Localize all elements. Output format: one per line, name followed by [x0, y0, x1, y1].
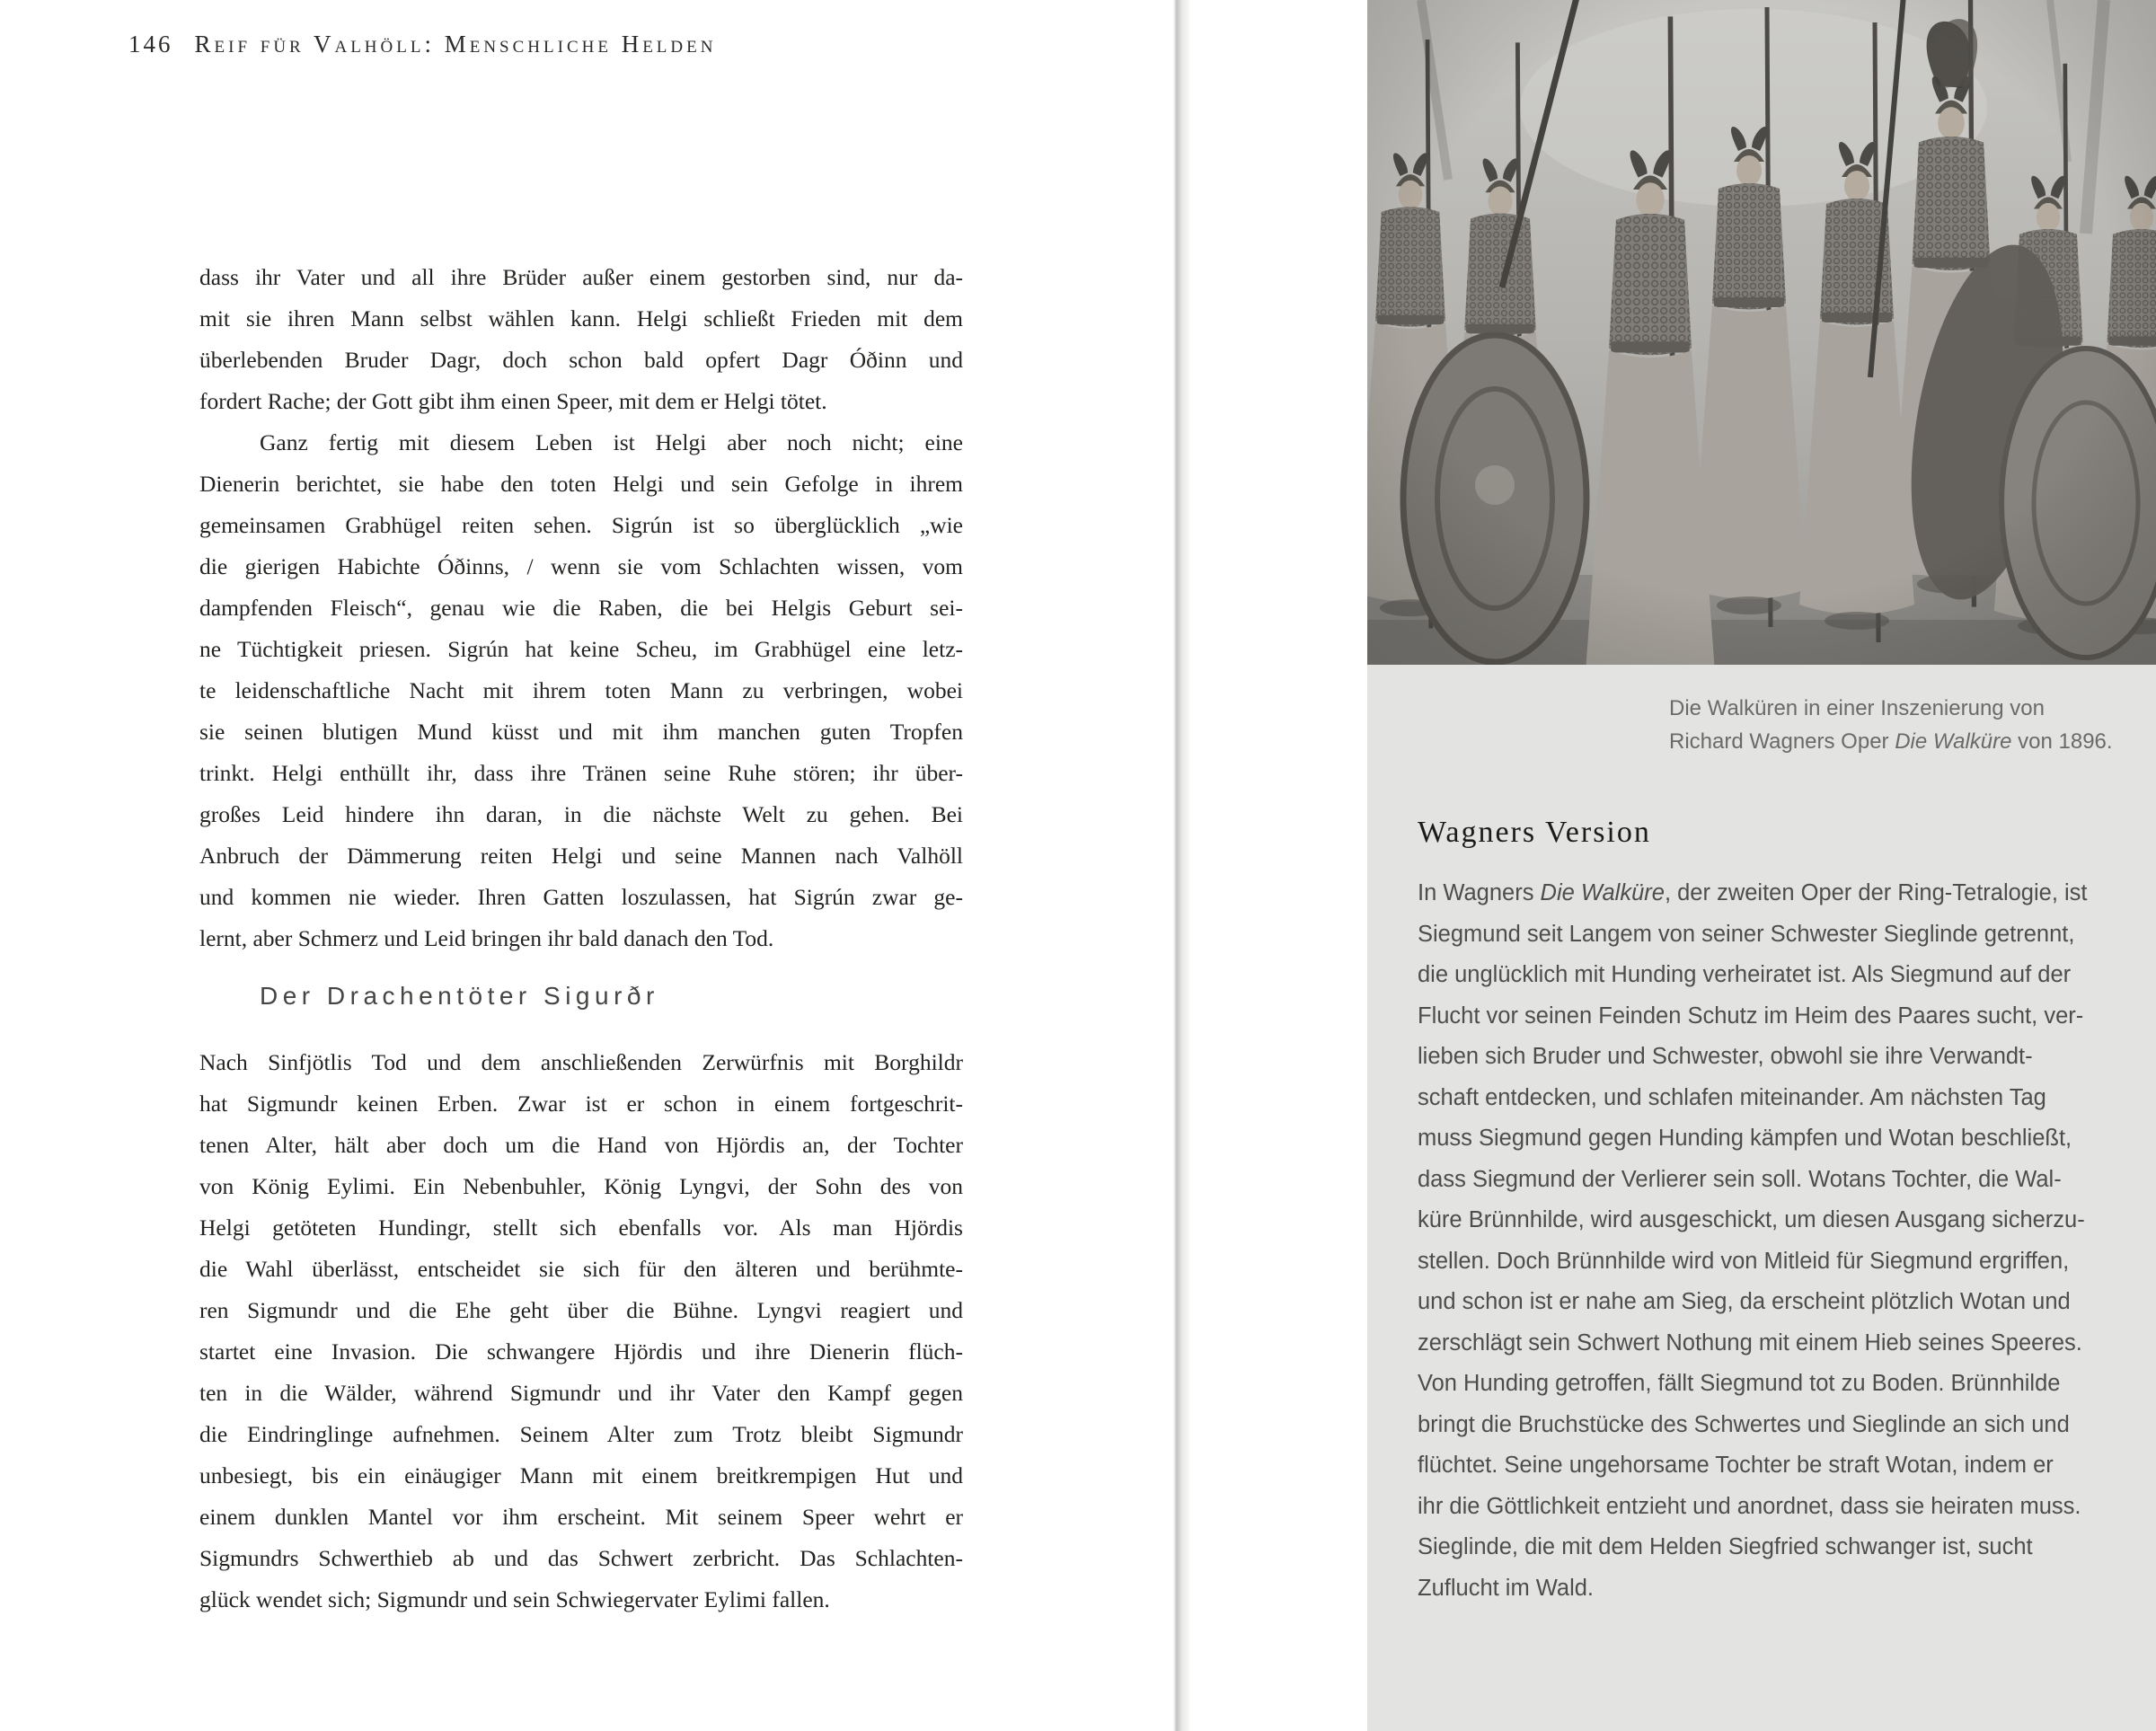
text-line: die Wahl überlässt, entscheidet sie sich für den älteren und berühmte-: [199, 1256, 963, 1282]
sidebar-heading: Wagners Version: [1418, 816, 1651, 849]
text-line: von König Eylimi. Ein Nebenbuhler, König Lyngvi, der Sohn des von: [199, 1173, 963, 1199]
text-line: mit sie ihren Mann selbst wählen kann. Helgi schließt Frieden mit dem: [199, 305, 963, 331]
paragraph: [199, 422, 963, 959]
text-line: dass ihr Vater und all ihre Brüder außer einem gestorben sind, nur da-: [199, 264, 963, 290]
paragraph: [199, 1042, 963, 1621]
page-divider: [1173, 0, 1189, 1731]
running-title: Reif für Valhöll: Menschliche Helden: [194, 31, 717, 57]
valkyries-photo-illustration: [1367, 0, 2156, 665]
text-line: fordert Rache; der Gott gibt ihm einen Speer, mit dem er Helgi tötet.: [199, 388, 827, 414]
text-line: stellen. Doch Brünnhilde wird von Mitleid für Siegmund ergriffen,: [1418, 1248, 2070, 1274]
valkyries-photo: [1367, 0, 2156, 665]
text-line: ne Tüchtigkeit priesen. Sigrún hat keine Scheu, im Grabhügel eine letz-: [199, 636, 963, 662]
running-header: [128, 31, 716, 58]
text-line: te leidenschaftliche Nacht mit ihrem toten Mann zu verbringen, wobei: [199, 677, 963, 703]
text-line: lieben sich Bruder und Schwester, obwohl sie ihre Verwandt-: [1418, 1044, 2033, 1069]
text-line: Sieglinde, die mit dem Helden Siegfried schwanger ist, sucht: [1418, 1534, 2033, 1559]
page-number: 146: [128, 31, 173, 57]
text-line: Helgi getöteten Hundingr, stellt sich ebenfalls vor. Als man Hjördis: [199, 1214, 963, 1241]
body-text: [199, 257, 963, 1621]
text-line: dass Siegmund der Verlierer sein soll. Wotans Tochter, die Wal-: [1418, 1166, 2062, 1192]
sidebar-text: [1418, 873, 2147, 1609]
text-line: Die Walküren in einer Inszenierung von: [1669, 696, 2045, 720]
text-line: Ganz fertig mit diesem Leben ist Helgi aber noch nicht; eine: [260, 429, 963, 455]
text-line: gemeinsamen Grabhügel reiten sehen. Sigrún ist so überglücklich „wie: [199, 512, 963, 538]
text-line: hat Sigmundr keinen Erben. Zwar ist er schon in einem fortgeschrit-: [199, 1091, 963, 1117]
text-line: trinkt. Helgi enthüllt ihr, dass ihre Tränen seine Ruhe stören; ihr über-: [199, 760, 963, 786]
text-line: Dienerin berichtet, sie habe den toten Helgi und sein Gefolge in ihrem: [199, 471, 963, 497]
text-line: und schon ist er nahe am Sieg, da erscheint plötzlich Wotan und: [1418, 1289, 2071, 1314]
section-heading: Der Drachentöter Sigurðr: [260, 982, 659, 1010]
text-line: tenen Alter, hält aber doch um die Hand von Hjördis an, der Tochter: [199, 1132, 963, 1158]
text-line: die unglücklich mit Hunding verheiratet ist. Als Siegmund auf der: [1418, 962, 2072, 987]
text-line: die Eindringlinge aufnehmen. Seinem Alter zum Trotz bleibt Sigmundr: [199, 1421, 963, 1447]
text-line: einem dunklen Mantel vor ihm erscheint. Mit seinem Speer wehrt er: [199, 1504, 963, 1530]
text-line: ihr die Göttlichkeit entzieht und anordnet, dass sie heiraten muss.: [1418, 1493, 2081, 1519]
text-line: Siegmund seit Langem von seiner Schwester Sieglinde getrennt,: [1418, 921, 2075, 947]
text-line: flüchtet. Seine ungehorsame Tochter be straft Wotan, indem er: [1418, 1453, 2054, 1478]
text-line: Richard Wagners Oper Die Walküre von 1896.: [1669, 729, 2113, 754]
text-line: ten in die Wälder, während Sigmundr und ihr Vater den Kampf gegen: [199, 1380, 963, 1406]
text-line: und kommen nie wieder. Ihren Gatten loszulassen, hat Sigrún zwar ge-: [199, 884, 963, 910]
text-line: Flucht vor seinen Feinden Schutz im Heim des Paares sucht, ver-: [1418, 1002, 2084, 1029]
text-line: zerschlägt sein Schwert Nothung mit einem Hieb seines Speeres.: [1418, 1329, 2082, 1356]
text-line: Nach Sinfjötlis Tod und dem anschließenden Zerwürfnis mit Borghildr: [199, 1049, 963, 1075]
text-line: muss Siegmund gegen Hunding kämpfen und Wotan beschließt,: [1418, 1126, 2072, 1151]
text-line: Sigmundrs Schwerthieb ab und das Schwert zerbricht. Das Schlachten-: [199, 1545, 963, 1571]
paragraph: [199, 257, 963, 422]
text-line: unbesiegt, bis ein einäugiger Mann mit einem breitkrempigen Hut und: [199, 1462, 963, 1488]
text-line: großes Leid hindere ihn daran, in die nächste Welt zu gehen. Bei: [199, 801, 963, 827]
text-line: schaft entdecken, und schlafen miteinander. Am nächsten Tag: [1418, 1084, 2046, 1110]
text-line: küre Brünnhilde, wird ausgeschickt, um diesen Ausgang sicherzu-: [1418, 1207, 2085, 1232]
text-line: glück wendet sich; Sigmundr und sein Schwiegervater Eylimi fallen.: [199, 1586, 830, 1612]
text-line: ren Sigmundr und die Ehe geht über die Bühne. Lyngvi reagiert und: [199, 1297, 963, 1323]
text-line: Von Hunding getroffen, fällt Siegmund tot zu Boden. Brünnhilde: [1418, 1371, 2061, 1396]
text-line: Anbruch der Dämmerung reiten Helgi und seine Mannen nach Valhöll: [199, 843, 963, 869]
text-line: lernt, aber Schmerz und Leid bringen ihr bald danach den Tod.: [199, 925, 774, 951]
text-line: bringt die Bruchstücke des Schwertes und Sieglinde an sich und: [1418, 1411, 2070, 1437]
text-line: sie seinen blutigen Mund küsst und mit ihm manchen guten Tropfen: [199, 719, 963, 745]
text-line: dampfenden Fleisch“, genau wie die Raben, die bei Helgis Geburt sei-: [199, 595, 963, 621]
text-line: überlebenden Bruder Dagr, doch schon bald opfert Dagr Óðinn und: [199, 347, 963, 373]
text-line: Zuflucht im Wald.: [1418, 1575, 1595, 1601]
text-line: die gierigen Habichte Óðinns, / wenn sie vom Schlachten wissen, vom: [199, 553, 963, 579]
photo-caption: [1669, 692, 2138, 758]
text-line: In Wagners Die Walküre, der zweiten Oper der Ring-Tetralogie, ist: [1418, 880, 2088, 905]
text-line: startet eine Invasion. Die schwangere Hjördis und ihre Dienerin flüch-: [199, 1338, 963, 1364]
